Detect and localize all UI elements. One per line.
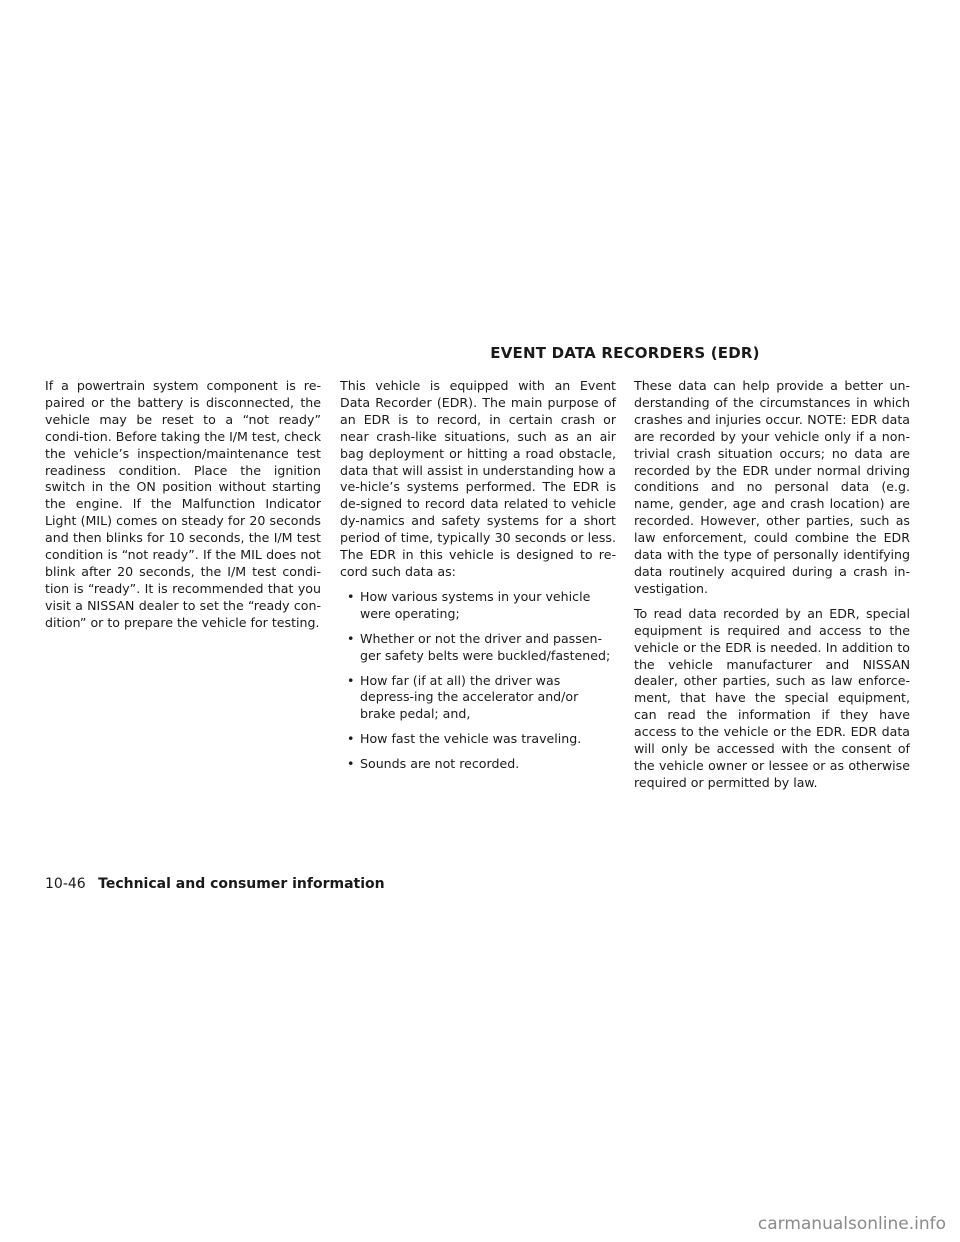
list-item: • Whether or not the driver and passen-ger safety belts were buckled/fastened;	[347, 630, 611, 663]
list-item: • How fast the vehicle was traveling.	[347, 731, 582, 747]
bullet-icon: •	[347, 756, 355, 772]
bullet-icon: •	[347, 630, 355, 646]
chapter-title: Technical and consumer information	[98, 876, 385, 892]
list-item: • How far (if at all) the driver was depress-ing the accelerator and/or brake pedal; and,	[347, 672, 579, 722]
bullet-icon: •	[347, 672, 355, 688]
page-footer	[45, 876, 385, 892]
edr-data-list	[340, 589, 616, 773]
paragraph-edr-understanding: These data can help provide a better un-derstanding of the circumstances in which crashes and injuries occur. NOTE: EDR data are recorded by your vehicle only if a non-trivial crash situation occurs; no data are recorded by the EDR under normal driving conditions and no personal data (e.g. name, gender, age and crash location) are recorded. However, other parties, such as law enforcement, could combine the EDR data with the type of personally identifying data routinely acquired during a crash in-vestigation.	[634, 378, 910, 596]
list-item: • How various systems in your vehicle were operating;	[347, 588, 591, 621]
paragraph-edr-access: To read data recorded by an EDR, special equipment is required and access to the vehicle or the EDR is needed. In addition to the vehicle manufacturer and NISSAN dealer, other parties, such as law enforce-ment, that have the special equipment, can read the information if they have access to the vehicle or the EDR. EDR data will only be accessed with the consent of the vehicle owner or lessee or as otherwise required or permitted by law.	[634, 605, 910, 790]
column-2	[340, 378, 616, 781]
bullet-icon: •	[347, 588, 355, 604]
paragraph-edr-intro: This vehicle is equipped with an Event Data Recorder (EDR). The main purpose of an EDR is to record, in certain crash or near crash-like situations, such as an air bag deployment or hitting a road obstacle, data that will assist in understanding how a ve-hicle’s systems performed. The EDR is de-signed to record data related to vehicle dy-namics and safety systems for a short period of time, typically 30 seconds or less. The EDR in this vehicle is designed to re-cord such data as:	[340, 378, 616, 579]
paragraph-im-test: If a powertrain system component is re-paired or the battery is disconnected, the vehicle may be reset to a “not ready” condi-tion. Before taking the I/M test, check the vehicle’s inspection/maintenance test readiness condition. Place the ignition switch in the ON position without starting the engine. If the Malfunction Indicator Light (MIL) comes on steady for 20 seconds and then blinks for 10 seconds, the I/M test condition is “not ready”. If the MIL does not blink after 20 seconds, the I/M test condi-tion is “ready”. It is recommended that you visit a NISSAN dealer to set the “ready con-dition” or to prepare the vehicle for testing.	[45, 378, 321, 630]
column-3	[634, 378, 910, 800]
watermark: carmanualsonline.info	[757, 1214, 946, 1234]
bullet-icon: •	[347, 731, 355, 747]
page-number: 10-46	[45, 876, 86, 892]
list-item: • Sounds are not recorded.	[347, 756, 520, 772]
section-title: EVENT DATA RECORDERS (EDR)	[490, 344, 760, 362]
column-1	[45, 378, 321, 640]
